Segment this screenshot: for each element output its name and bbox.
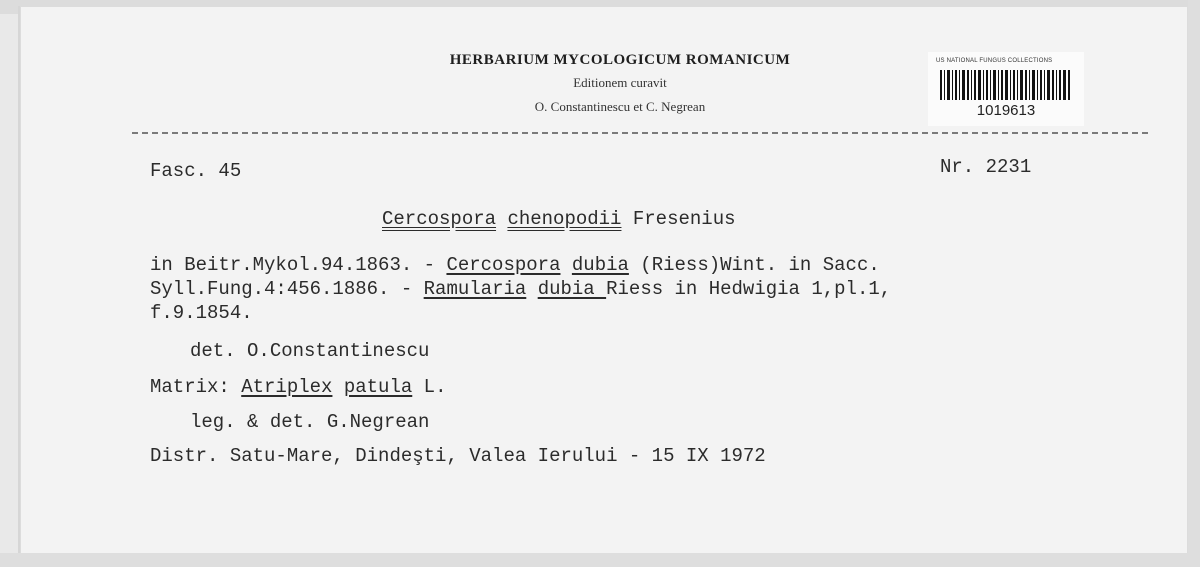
herbarium-title: HERBARIUM MYCOLOGICUM ROMANICUM xyxy=(449,52,791,68)
host-genus: Atriplex xyxy=(241,376,333,398)
barcode-number: 1019613 xyxy=(976,102,1036,119)
species-name xyxy=(382,208,736,230)
citation-text: Riess in Hedwigia 1,pl.1, xyxy=(606,278,892,300)
synonym-genus: Ramularia xyxy=(423,278,527,300)
fascicle-number: Fasc. 45 xyxy=(150,160,242,182)
citation-text: (Riess)Wint. in Sacc. xyxy=(628,254,880,276)
matrix xyxy=(150,376,446,398)
synonym-genus: Cercospora xyxy=(446,254,561,276)
synonym-epithet: dubia xyxy=(537,278,607,300)
exsiccata-number: Nr. 2231 xyxy=(940,156,1032,178)
host-author: L. xyxy=(412,376,447,398)
header-divider xyxy=(132,132,1148,134)
matrix-label: Matrix: xyxy=(150,376,242,398)
right-margin xyxy=(1188,0,1200,567)
species-genus: Cercospora xyxy=(382,208,497,230)
label-header xyxy=(360,52,880,115)
citation-line-2 xyxy=(150,278,891,300)
host-epithet: patula xyxy=(343,376,413,398)
determiner: det. O.Constantinescu xyxy=(190,340,430,362)
herbarium-editors: O. Constantinescu et C. Negrean xyxy=(534,99,706,114)
citation-line-3: f.9.1854. xyxy=(150,302,253,324)
bottom-margin xyxy=(0,553,1200,567)
barcode-icon xyxy=(940,70,1072,100)
citation-text: Syll.Fung.4:456.1886. - xyxy=(150,278,424,300)
locality: Distr. Satu-Mare, Dindeşti, Valea Ierului - 15 IX 1972 xyxy=(150,445,766,467)
species-author: Fresenius xyxy=(632,208,736,230)
species-epithet: chenopodii xyxy=(507,208,622,230)
collector: leg. & det. G.Negrean xyxy=(190,411,430,433)
citation-text: in Beitr.Mykol.94.1863. - xyxy=(150,254,447,276)
herbarium-subtitle: Editionem curavit xyxy=(573,75,667,90)
barcode-institution: US NATIONAL FUNGUS COLLECTIONS xyxy=(936,58,1053,64)
citation-line-1 xyxy=(150,254,880,276)
barcode-sticker xyxy=(928,52,1084,126)
synonym-epithet: dubia xyxy=(571,254,629,276)
